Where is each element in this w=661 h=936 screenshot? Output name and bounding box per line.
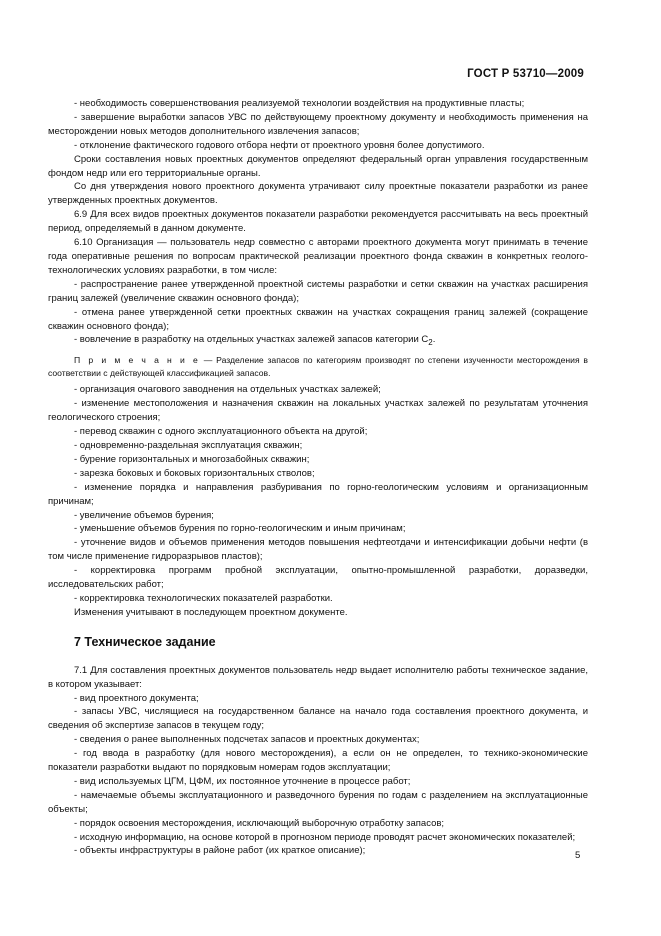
paragraphs-block-2	[48, 383, 588, 619]
section-title: 7 Техническое задание	[74, 634, 216, 649]
paragraph: - исходную информацию, на основе которой в прогнозном периоде проводят расчет экономических показателей;	[74, 831, 576, 843]
paragraph: - завершение выработки запасов УВС по действующему проектному документу и необходимость применения на месторождении новых методов дополнительного извлечения запасов;	[48, 111, 588, 137]
paragraph: - зарезка боковых и боковых горизонтальных стволов;	[74, 467, 315, 479]
paragraph: - перевод скважин с одного эксплуатационного объекта на другой;	[74, 426, 368, 438]
note	[48, 354, 588, 379]
paragraph: - отмена ранее утвержденной сетки проектных скважин на участках сокращения границ залежей (сокращение скважин основного фонда);	[48, 306, 588, 332]
paragraph: - сведения о ранее выполненных подсчетах запасов и проектных документах;	[74, 734, 420, 746]
paragraph: 6.9 Для всех видов проектных документов показатели разработки рекомендуется рассчитывать на весь проектный период, определяемый в данном документе.	[48, 209, 588, 235]
paragraph: - увеличение объемов бурения;	[74, 509, 214, 521]
page-content	[48, 97, 588, 858]
paragraph: - запасы УВС, числящиеся на государственном балансе на начало года составления проектного документа, и сведения об экспертизе запасов в текущем году;	[48, 706, 588, 732]
paragraph: - одновременно-раздельная эксплуатация скважин;	[74, 440, 303, 452]
paragraph: - вид используемых ЦГМ, ЦФМ, их постоянное уточнение в процессе работ;	[74, 775, 411, 787]
paragraph: - объекты инфраструктуры в районе работ (их краткое описание);	[74, 845, 366, 857]
paragraph: 6.10 Организация — пользователь недр совместно с авторами проектного документа могут принимать в течение года оперативные решения по вопросам практической реализации проектного фонда скважин в конкретных геолого-технологических условиях разработки, в том числе:	[48, 237, 588, 276]
paragraph: - уменьшение объемов бурения по горно-геологическим и иным причинам;	[74, 523, 406, 535]
paragraph: Сроки составления новых проектных документов определяют федеральный орган управления государственным фондом недр или его территориальные органы.	[48, 153, 588, 179]
paragraph: - намечаемые объемы эксплуатационного и разведочного бурения по годам с разделением на эксплуатационные объекты;	[48, 789, 588, 815]
paragraph: - год ввода в разработку (для нового месторождения), а если он не определен, то технико-экономические показатели разработки выдают по порядковым номерам годов эксплуатации;	[48, 748, 588, 774]
document-header: ГОСТ Р 53710—2009	[467, 68, 584, 80]
paragraph: - порядок освоения месторождения, исключающий выборочную отработку запасов;	[74, 817, 445, 829]
paragraph: - уточнение видов и объемов применения методов повышения нефтеотдачи и интенсификации добычи нефти (в том числе применение гидроразрывов пластов);	[48, 537, 588, 563]
paragraph: - организация очагового заводнения на отдельных участках залежей;	[74, 384, 381, 396]
paragraph: 7.1 Для составления проектных документов пользователь недр выдает исполнителю работы техническое задание, в котором указывает:	[48, 664, 588, 690]
paragraph: - изменение местоположения и назначения скважин на локальных участках залежей по результатам уточнения геологического строения;	[48, 398, 588, 424]
paragraphs-block-1	[48, 97, 588, 333]
paragraph: - бурение горизонтальных и многозабойных скважин;	[74, 453, 310, 465]
paragraph: Изменения учитывают в последующем проектном документе.	[74, 606, 348, 618]
subscript: 2	[428, 338, 433, 348]
paragraph: - распространение ранее утвержденной проектной системы разработки и сетки скважин на участках расширения границ залежей (увеличение скважин основного фонда);	[48, 278, 588, 304]
paragraph: Со дня утверждения нового проектного документа утрачивают силу проектные показатели разработки из ранее утвержденных проектных документов.	[48, 181, 588, 207]
paragraph: - отклонение фактического годового отбора нефти от проектного уровня более допустимого.	[74, 139, 485, 151]
paragraph: - изменение порядка и направления разбуривания по горно-геологическим условиям и организационным причинам;	[48, 481, 588, 507]
paragraph: - корректировка технологических показателей разработки.	[74, 592, 333, 604]
paragraph: - вид проектного документа;	[74, 692, 199, 704]
note-label: П р и м е ч а н и е	[74, 355, 200, 366]
list-item-c2: - вовлечение в разработку на отдельных участках залежей запасов категории $C_2$.	[74, 334, 436, 348]
note-text: — Разделение запасов по категориям производят по степени изученности месторождения в соответствии с действующей классификацией запасов.	[48, 355, 588, 378]
paragraph: - необходимость совершенствования реализуемой технологии воздействия на продуктивные пласты;	[74, 98, 525, 109]
paragraph: - корректировка программ пробной эксплуатации, опытно-промышленной разработки, доразведки, исследовательских работ;	[48, 565, 588, 591]
page-number: 5	[575, 850, 581, 861]
paragraphs-block-3	[48, 664, 588, 859]
